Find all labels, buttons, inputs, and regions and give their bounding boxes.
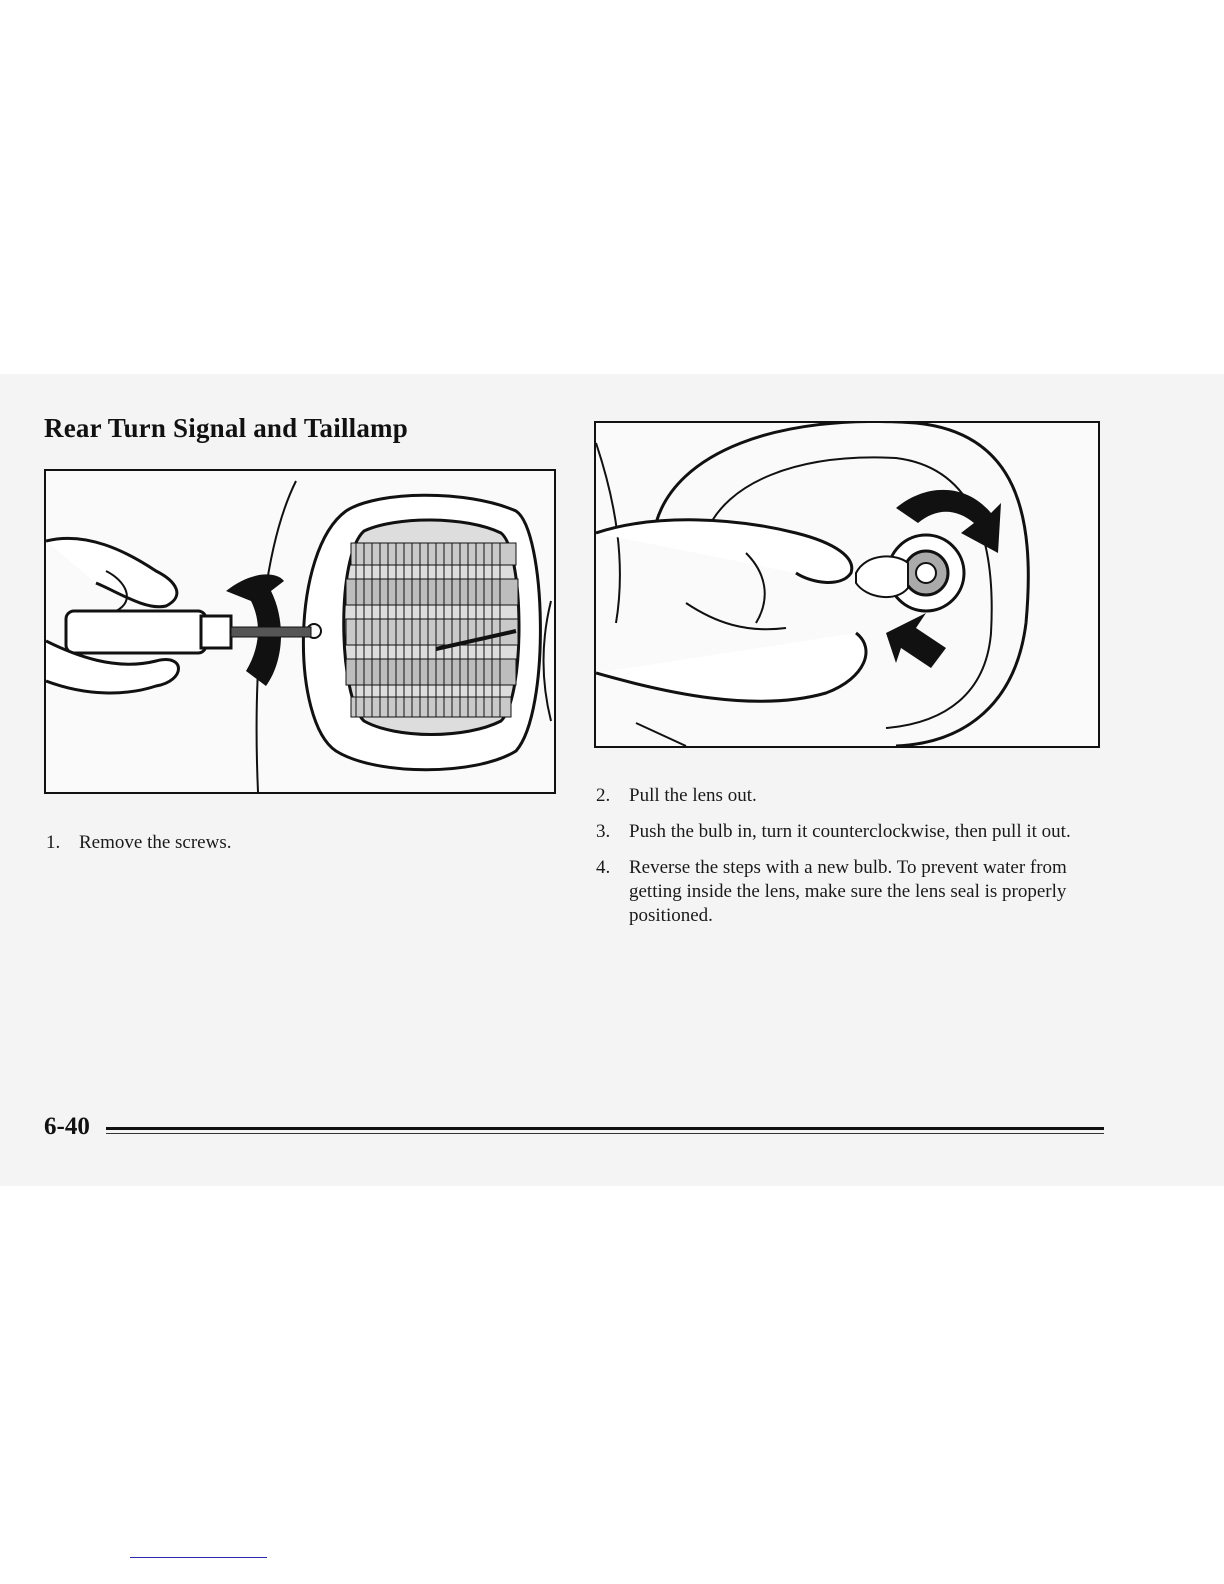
step-number: 1. <box>46 832 61 853</box>
step-text: Remove the screws. <box>79 832 232 853</box>
step-number: 2. <box>596 785 611 806</box>
steps-list-left <box>46 831 526 867</box>
list-item <box>46 831 526 855</box>
footer-rule-thin <box>106 1133 1104 1134</box>
bottom-divider <box>130 1557 267 1558</box>
step-text: Reverse the steps with a new bulb. To prevent water from getting inside the lens, make sure the lens seal is properly positioned. <box>629 857 1067 926</box>
step-text: Pull the lens out. <box>629 785 757 806</box>
step-number: 3. <box>596 821 611 842</box>
section-heading: Rear Turn Signal and Taillamp <box>44 413 408 443</box>
list-item <box>596 820 1096 844</box>
page-footer <box>44 1113 1104 1147</box>
steps-list-right <box>596 784 1096 940</box>
list-item <box>596 784 1096 808</box>
figure-remove-bulb <box>594 421 1100 748</box>
screwdriver-removing-lens-screw-illustration <box>46 471 554 792</box>
page-number: 6-40 <box>44 1113 90 1140</box>
figure-remove-screws <box>44 469 556 794</box>
footer-rule <box>106 1127 1104 1130</box>
list-item <box>596 856 1096 928</box>
step-text: Push the bulb in, turn it counterclockwise, then pull it out. <box>629 821 1071 842</box>
step-number: 4. <box>596 857 611 878</box>
hand-twisting-bulb-socket-illustration <box>596 423 1098 746</box>
